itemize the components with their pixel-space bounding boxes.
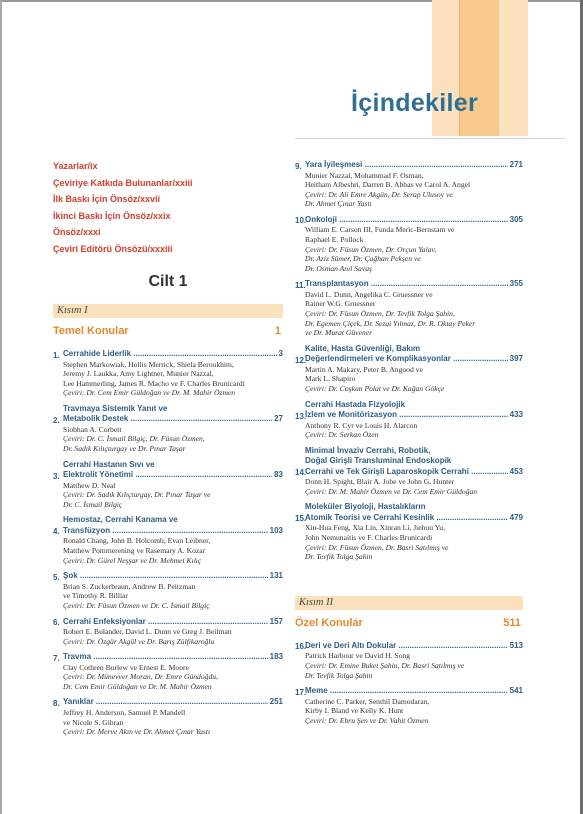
part-heading[interactable] <box>53 322 283 341</box>
chapter-authors: Ronald Chang, John B. Holcomb, Evan Leibner, <box>63 536 211 546</box>
chapter-title-line: Cerrahi ve Tek Girişli Laparoskopik Cerrahi ..... <box>305 467 508 478</box>
front-matter-item[interactable]: Çeviri Editörü Önsözü/xxxiii <box>53 243 173 254</box>
chapter-authors: Mark L. Shapiro <box>305 374 356 384</box>
chapter-authors: Xin-Hua Feng, Xia Lin, Xinran Li, Jiehuu Yu, <box>305 523 445 533</box>
chapter-authors: William E. Carson III, Funda Meric-Bernstam ve <box>305 225 455 235</box>
chapter-title-line: Cerrahide Liderlik ..... <box>63 349 277 360</box>
chapter-authors: Raphael E. Pollock <box>305 234 364 244</box>
chapter-title <box>63 349 277 360</box>
chapter-title <box>63 617 268 628</box>
chapter-page: 271 <box>509 160 523 169</box>
chapter-page: 453 <box>509 466 523 476</box>
chapter-translators: Çeviri: Dr. Ebru Şen ve Dr. Vahit Özmen <box>305 715 429 725</box>
chapter-translators: Çeviri: Dr. Coşkun Polat ve Dr. Kağan Gökçe <box>305 384 445 393</box>
toc-entry[interactable] <box>53 617 283 647</box>
volume-heading: Cilt 1 <box>148 273 188 290</box>
toc-entry[interactable] <box>295 686 523 725</box>
chapter-number: 15. <box>295 514 307 524</box>
chapter-number: 7. <box>53 653 60 663</box>
toc-entry[interactable] <box>295 400 523 440</box>
front-matter-item[interactable]: İkinci Baskı İçin Önsöz/xxix <box>53 210 171 221</box>
chapter-authors: Matthew D. Neal <box>63 480 116 490</box>
chapter-number: 13. <box>295 411 307 421</box>
part-heading[interactable] <box>295 614 523 633</box>
chapter-page: 3 <box>278 349 283 358</box>
toc-entry[interactable] <box>53 349 283 398</box>
chapter-title <box>305 446 508 478</box>
chapter-heading <box>295 502 523 523</box>
chapter-translators: Çeviri: Dr. Özgür Akgül ve Dr. Barış Zülfikaroğlu <box>63 636 215 646</box>
chapter-page: 27 <box>274 414 283 424</box>
chapter-authors: Siobhan A. Corbett <box>63 424 122 434</box>
chapter-title-line: Onkoloji ..... <box>305 215 508 226</box>
page-title: İçindekiler <box>351 89 478 117</box>
chapter-authors: David L. Dunn, Angelika C. Gruessner ve <box>305 289 433 299</box>
chapter-authors: Munier Nazzal, Mohammad F. Osman, <box>305 170 424 180</box>
chapter-page: 305 <box>509 214 523 224</box>
chapter-title-line: Cerrahi Hastada Fizyolojik <box>305 399 406 409</box>
chapter-number: 14. <box>295 468 307 478</box>
front-matter-item[interactable]: Yazarlar/ix <box>53 161 98 171</box>
chapter-translators: Dr. Tevfik Tolga Şahin <box>305 552 373 562</box>
chapter-heading <box>53 349 283 360</box>
chapter-translators: Çeviri: Dr. M. Mahir Özmen ve Dr. Cem Emir Güldoğan <box>305 486 478 496</box>
chapter-title <box>63 652 268 663</box>
chapter-title <box>63 571 268 582</box>
chapter-authors: Clay Cothren Burlew ve Ernest E. Moore <box>63 662 189 672</box>
chapter-authors: Jeffrey H. Anderson, Samuel P. Mandell <box>63 707 186 717</box>
chapter-page: 83 <box>274 470 283 480</box>
chapter-number: 3. <box>53 471 60 481</box>
part-title: Temel Konular <box>53 325 129 337</box>
left-column <box>53 158 283 737</box>
chapter-translators: Çeviri: Dr. Füsun Özmen, Dr. Tevfik Tolga Şahin, <box>305 309 455 319</box>
chapter-number: 5. <box>53 572 60 582</box>
front-matter-list <box>53 158 283 257</box>
chapter-title <box>63 515 268 536</box>
chapter-translators: Çeviri: Dr. Serkan Özen <box>305 430 379 440</box>
chapter-authors: John Nemunaitis ve F. Charles Brunicardi <box>305 533 433 543</box>
chapter-number: 8. <box>53 698 60 708</box>
chapter-authors: Patrick Harbour ve David H. Song <box>305 651 411 661</box>
chapter-authors: Donn H. Spight, Blair A. Jobe ve John G. Hunter <box>305 477 455 487</box>
chapter-translators: Çeviri: Dr. Emine Buket Şahin, Dr. Basri Satılmış ve <box>305 660 465 670</box>
chapter-number: 9. <box>295 161 302 171</box>
chapter-title-line: Travma ..... <box>63 652 268 663</box>
toc-entry[interactable] <box>295 215 523 273</box>
part-label: Kısım II <box>295 596 523 610</box>
chapter-title-line: Yanıklar ..... <box>63 697 268 708</box>
chapter-translators: Çeviri: Dr. Merve Akın ve Dr. Ahmet Çınar Yastı <box>63 727 211 737</box>
chapter-translators: Çeviri: Dr. Füsun Özmen ve Dr. C. İsmail Bilgiç <box>63 600 210 610</box>
chapter-heading <box>295 686 523 697</box>
chapter-title-line: Minimal İnvaziv Cerrahi, Robotik, <box>305 445 431 455</box>
chapter-page: 355 <box>509 279 523 289</box>
chapter-heading <box>53 404 283 425</box>
chapter-number: 6. <box>53 618 60 627</box>
chapter-title-line: Doğal Girişli Transluminal Endoskopik <box>305 456 452 466</box>
toc-entry[interactable] <box>295 502 523 561</box>
chapter-authors: Martin A. Makary, Peter B. Angood ve <box>305 364 423 374</box>
toc-entry[interactable] <box>295 160 523 209</box>
chapter-title-line: Kalite, Hasta Güvenliği, Bakım <box>305 343 421 353</box>
part-label: Kısım I <box>53 304 283 318</box>
chapter-authors: Kirby I. Bland ve Kelly K. Hunt <box>305 706 404 716</box>
chapter-title-line: Hemostaz, Cerrahi Kanama ve <box>63 515 178 525</box>
chapter-authors: Stephen Markowiak, Hollis Merrick, Shiela Beroukhim, <box>63 359 234 369</box>
front-matter-item[interactable]: İlk Baskı İçin Önsöz/xxvii <box>53 194 161 204</box>
chapter-translators: Çeviri: Dr. Gürel Neşşar ve Dr. Mehmet Kılıç <box>63 555 202 565</box>
chapter-title <box>305 502 508 523</box>
chapter-title <box>305 400 508 421</box>
chapter-page: 251 <box>269 697 283 707</box>
toc-entry[interactable] <box>53 571 283 610</box>
part-page: 1 <box>274 325 281 337</box>
chapter-title <box>305 641 508 652</box>
chapter-authors: Robert E. Bulander, David L. Dunn ve Greg J. Beilman <box>63 627 232 636</box>
chapter-title <box>305 344 508 365</box>
chapter-authors: Catherine C. Parker, Senthil Damodaran, <box>305 696 430 706</box>
chapter-number: 10. <box>295 216 307 226</box>
chapter-authors: Lee Hammerling, James R. Macho ve F. Charles Brunicardi <box>63 378 245 388</box>
chapter-title-line: Cerrahi Enfeksiyonlar ..... <box>63 617 268 628</box>
chapter-title <box>305 160 508 171</box>
chapter-number: 11. <box>295 280 306 290</box>
chapter-translators: Dr. C. İsmail Bilgiç <box>63 499 123 509</box>
chapter-title-line: Yara İyileşmesi ..... <box>305 160 508 171</box>
part-page: 511 <box>503 616 521 629</box>
chapter-heading <box>53 515 283 536</box>
section-spacer <box>295 562 523 596</box>
chapter-translators: Çeviri: Dr. Sadık Kılıçturgay, Dr. Pınar Taşar ve <box>63 490 211 500</box>
chapter-heading <box>53 571 283 582</box>
title-rule <box>295 138 565 139</box>
chapter-translators: Çeviri: Dr. Cem Emir Güldoğan ve Dr. M. Mahir Özmen <box>63 388 236 398</box>
chapter-translators: Dr. Osman Anıl Savaş <box>305 263 372 273</box>
chapter-number: 2. <box>53 415 60 425</box>
chapter-page: 479 <box>509 512 523 522</box>
toc-entry[interactable] <box>53 652 283 691</box>
chapter-translators: Dr. Tevfik Tolga Şahin <box>305 670 373 680</box>
chapter-heading <box>295 160 523 171</box>
chapter-authors: Heitham Albeshri, Darren B. Abbas ve Carol A. Angel <box>305 180 471 190</box>
chapter-title-line: Şok ..... <box>63 571 268 582</box>
chapter-number: 1. <box>53 350 60 360</box>
chapter-page: 131 <box>269 571 283 581</box>
chapter-number: 4. <box>53 527 60 537</box>
chapter-heading <box>295 400 523 421</box>
chapter-translators: Çeviri: Dr. C. İsmail Bilgiç, Dr. Füsun Özmen, <box>63 434 205 444</box>
chapter-page: 541 <box>509 686 523 696</box>
chapter-title-line: Travmaya Sistemik Yanıt ve <box>63 403 168 413</box>
chapter-title <box>63 404 272 425</box>
chapter-page: 103 <box>269 525 283 535</box>
chapter-authors: ve Timothy R. Billiar <box>63 591 128 601</box>
toc-entry[interactable] <box>295 446 523 497</box>
toc-entry[interactable] <box>53 460 283 510</box>
chapter-title-line: Meme ..... <box>305 686 508 697</box>
chapter-page: 433 <box>509 410 523 420</box>
chapter-translators: Çeviri: Dr. Münevver Moran, Dr. Emre Gündoğdu, <box>63 672 218 682</box>
chapter-title <box>63 460 272 481</box>
chapter-translators: Çeviri: Dr. Ali Emre Akgün, Dr. Serap Ulusoy ve <box>305 189 453 199</box>
chapter-title-line: Atomik Teorisi ve Cerrahi Kesinlik ..... <box>305 513 508 524</box>
page-left-border <box>0 0 2 814</box>
chapter-page: 397 <box>509 354 523 364</box>
toc-entries-part2 <box>295 641 523 726</box>
chapter-title-line: İzlem ve Monitörizasyon ..... <box>305 410 508 421</box>
chapter-page: 157 <box>269 616 283 626</box>
chapter-heading <box>295 641 523 652</box>
chapter-title-line: Transplantasyon ..... <box>305 279 508 290</box>
chapter-number: 12. <box>295 355 307 365</box>
chapter-title-line: Metabolik Destek ..... <box>63 414 272 425</box>
chapter-title <box>63 697 268 708</box>
chapter-heading <box>53 652 283 663</box>
chapter-title <box>305 215 508 226</box>
toc-entry[interactable] <box>53 515 283 565</box>
chapter-number: 16. <box>295 642 307 652</box>
toc-entry[interactable] <box>53 404 283 454</box>
chapter-translators: Dr. Cem Emir Güldoğan ve Dr. M. Mahir Özmen <box>63 681 212 691</box>
chapter-heading <box>295 446 523 478</box>
chapter-page: 183 <box>269 652 283 662</box>
chapter-authors: Jeremy J. Laukka, Amy Lightner, Munier Nazzal, <box>63 369 214 379</box>
chapter-heading <box>295 344 523 365</box>
chapter-translators: Çeviri: Dr. Füsun Özmen, Dr. Orçun Yalav, <box>305 244 437 254</box>
chapter-heading <box>53 617 283 628</box>
chapter-authors: Anthony R. Cyr ve Louis H. Alarcon <box>305 420 418 430</box>
chapter-heading <box>295 215 523 226</box>
toc-entry[interactable] <box>295 279 523 337</box>
toc-entry[interactable] <box>53 697 283 736</box>
front-matter-item[interactable]: Önsöz/xxxi <box>53 227 101 237</box>
chapter-title-line: Moleküler Biyoloji, Hastalıkların <box>305 502 426 512</box>
chapter-number: 17. <box>295 687 307 697</box>
chapter-authors: Matthew Pommerening ve Rasemary A. Kozar <box>63 546 206 556</box>
chapter-authors: Brian S. Zuckerbraun, Andrew B. Peitzman <box>63 581 196 591</box>
chapter-translators: Dr. Sadık Kılıçturgay ve Dr. Pınar Taşar <box>63 444 186 454</box>
chapter-heading <box>53 460 283 481</box>
chapter-title-line: Elektrolit Yönetimi ..... <box>63 470 272 481</box>
chapter-translators: Dr. Egemen Çiçek, Dr. Sezai Yılmaz, Dr. R. Oktay Peker <box>305 318 476 328</box>
chapter-translators: ve Dr. Murat Güvener <box>305 328 373 338</box>
toc-entries-part1 <box>53 349 283 737</box>
chapter-title-line: Değerlendirmeleri ve Komplikasyonlar ..... <box>305 354 508 365</box>
chapter-translators: Çeviri: Dr. Füsun Özmen, Dr. Basri Satılmış ve <box>305 542 449 552</box>
chapter-translators: Dr. Aziz Sümer, Dr. Çağhan Pekşen ve <box>305 254 421 264</box>
chapter-authors: Rainer W.G. Gruessner <box>305 299 376 309</box>
chapter-heading <box>295 279 523 290</box>
chapter-title-line: Transfüzyon ..... <box>63 526 268 537</box>
chapter-title <box>305 686 508 697</box>
chapter-title <box>305 279 508 290</box>
toc-entries-part1-continued <box>295 160 523 562</box>
chapter-title-line: Deri ve Deri Altı Dokular ..... <box>305 641 508 652</box>
right-column <box>295 158 523 725</box>
toc-entry[interactable] <box>295 641 523 680</box>
part-title: Özel Konular <box>295 616 363 629</box>
toc-entry[interactable] <box>295 344 523 394</box>
chapter-page: 513 <box>509 640 523 650</box>
chapter-heading <box>53 697 283 708</box>
chapter-translators: Dr. Ahmet Çınar Yastı <box>305 199 372 209</box>
chapter-title-line: Cerrahi Hastanın Sıvı ve <box>63 459 155 469</box>
front-matter-item[interactable]: Çeviriye Katkıda Bulunanlar/xxiii <box>53 177 193 188</box>
chapter-authors: ve Nicole S. Gibran <box>63 717 124 727</box>
